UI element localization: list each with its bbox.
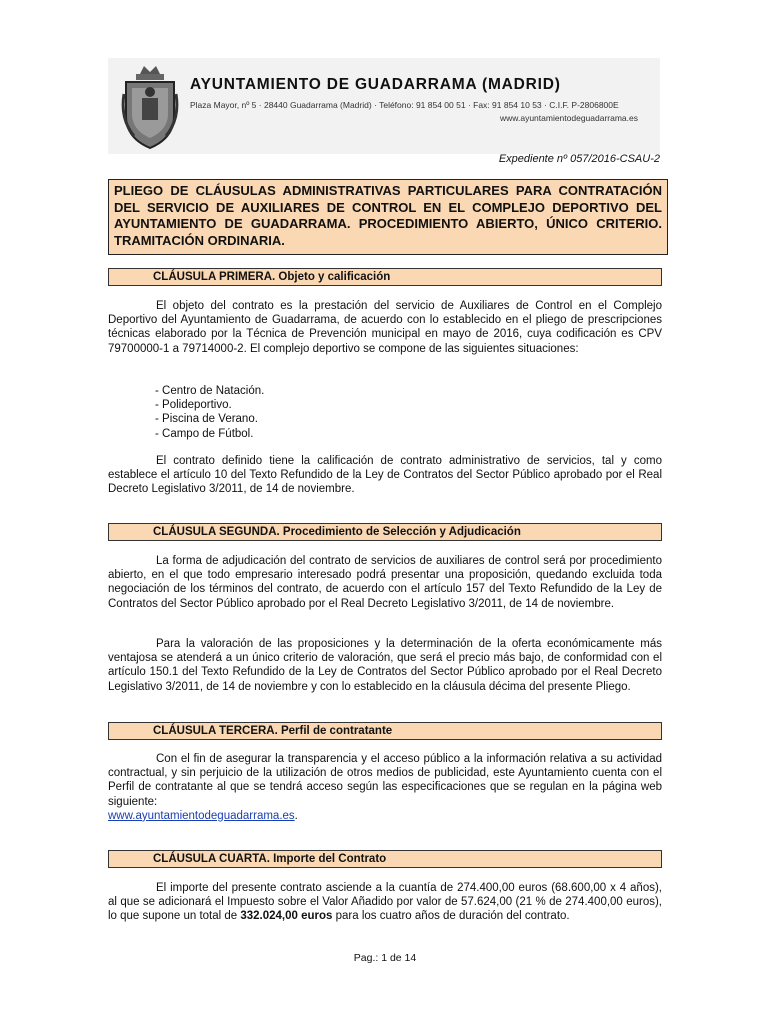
clause-4-heading xyxy=(108,850,662,868)
list-item: - Piscina de Verano. xyxy=(155,413,258,426)
organization-name: AYUNTAMIENTO DE GUADARRAMA (MADRID) xyxy=(190,76,561,93)
clause-4-heading-text: CLÁUSULA CUARTA. Importe del Contrato xyxy=(153,853,387,865)
clause-2-paragraph-2: Para la valoración de las proposiciones y la determinación de la oferta económicamente más ventajosa se atenderá a un único criterio de valoración, que será el precio más bajo, de conformidad con el artículo 150.1 del Texto Refundido de la Ley de Contratos del Sector Público aprobado por el Real Decreto Legislativo 3/2011, de 14 de noviembre y con lo establecido en la cláusula décima del presente Pliego. xyxy=(108,638,662,693)
clause-1-heading xyxy=(108,268,662,286)
document-title: PLIEGO DE CLÁUSULAS ADMINISTRATIVAS PARTICULARES PARA CONTRATACIÓN DEL SERVICIO DE AUXILIARES DE CONTROL EN EL COMPLEJO DEPORTIVO DEL AYUNTAMIENTO DE GUADARRAMA. PROCEDIMIENTO ABIERTO, ÚNICO CRITERIO. TRAMITACIÓN ORDINARIA. xyxy=(108,179,668,255)
clause-1-paragraph-2: El contrato definido tiene la calificación de contrato administrativo de servicios, tal y como establece el artículo 10 del Texto Refundido de la Ley de Contratos del Sector Público aprobado por el Real Decreto Legislativo 3/2011, de 14 de noviembre. xyxy=(108,455,662,496)
total-amount: 332.024,00 euros xyxy=(240,910,333,923)
clause-1-heading-text: CLÁUSULA PRIMERA. Objeto y calificación xyxy=(153,271,391,283)
letterhead xyxy=(108,58,660,154)
profile-link[interactable]: www.ayuntamientodeguadarrama.es xyxy=(108,809,295,822)
list-item: - Campo de Fútbol. xyxy=(155,427,254,440)
clause-4-text-a: El importe del presente contrato asciende a la cuantía de 274.400,00 euros (68.600,00 x 4 años), al que se adicionará el Impuesto sobre el Valor Añadido por valor de 57.624,00 (21 % de 274.400,00 euros), lo que supone un total de xyxy=(108,882,662,923)
list-item: - Polideportivo. xyxy=(155,399,232,412)
clause-3-paragraph-1 xyxy=(108,752,662,823)
clause-3-text: Con el fin de asegurar la transparencia y el acceso público a la información relativa a su actividad contractual, y sin perjuicio de la utilización de otros medios de publicidad, este Ayuntamiento cuenta con el Perfil de contratante al que se tendrá acceso según las especificaciones que se regulan en la página web siguiente: xyxy=(108,753,662,808)
facility-list xyxy=(155,384,264,441)
clause-3-heading xyxy=(108,722,662,740)
clause-1-paragraph-1: El objeto del contrato es la prestación del servicio de Auxiliares de Control en el Complejo Deportivo del Ayuntamiento de Guadarrama, de acuerdo con lo establecido en el pliego de prescripciones técnicas elaborado por la Técnica de Prevención municipal en mayo de 2016, cuya codificación es CPV 79700000-1 a 79714000-2. El complejo deportivo se compone de las siguientes situaciones: xyxy=(108,300,662,355)
file-number: Expediente nº 057/2016-CSAU-2 xyxy=(498,153,660,165)
organization-website: www.ayuntamientodeguadarrama.es xyxy=(500,113,638,123)
page-number: Pag.: 1 de 14 xyxy=(353,952,417,964)
clause-2-paragraph-1: La forma de adjudicación del contrato de servicios de auxiliares de control será por procedimiento abierto, en el que todo empresario interesado podrá presentar una proposición, quedando excluida toda negociación de los términos del contrato, de acuerdo con el artículo 157 del Texto Refundido de la Ley de Contratos del Sector Público aprobado por el Real Decreto Legislativo 3/2011, de 14 de noviembre. xyxy=(108,555,662,610)
clause-3-period: . xyxy=(294,809,298,822)
organization-address: Plaza Mayor, nº 5 · 28440 Guadarrama (Madrid) · Teléfono: 91 854 00 51 · Fax: 91 854 10 53 · C.I.F. P-2806800E xyxy=(190,100,619,110)
clause-2-heading-text: CLÁUSULA SEGUNDA. Procedimiento de Selección y Adjudicación xyxy=(153,526,521,538)
coat-of-arms-icon xyxy=(120,64,180,150)
clause-2-heading xyxy=(108,523,662,541)
clause-4-text-b: para los cuatro años de duración del contrato. xyxy=(332,910,570,923)
clause-3-heading-text: CLÁUSULA TERCERA. Perfil de contratante xyxy=(153,725,393,737)
list-item: - Centro de Natación. xyxy=(155,385,265,397)
clause-4-paragraph-1 xyxy=(108,881,662,924)
